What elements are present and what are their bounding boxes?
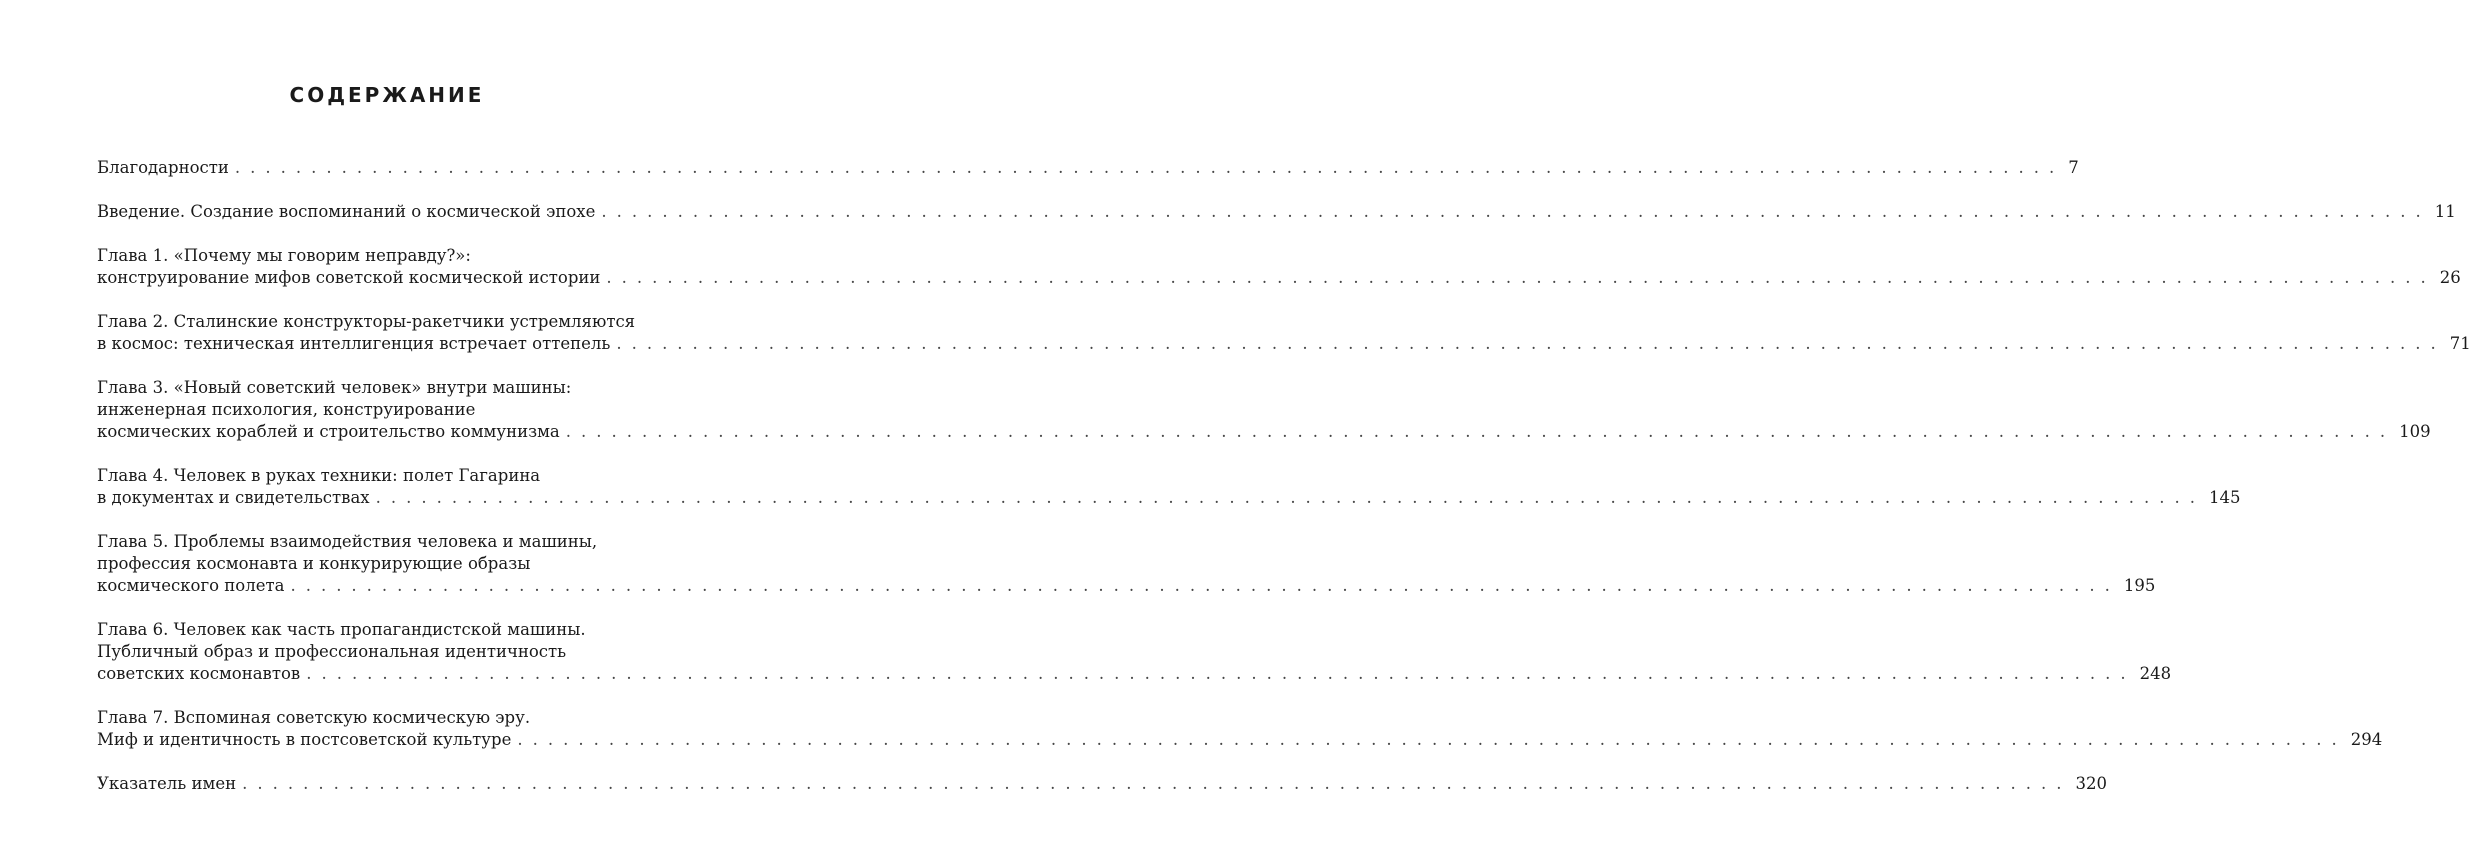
toc-entry-title-line: профессия космонавта и конкурирующие образы <box>97 554 531 573</box>
toc-entry-title-line: космических кораблей и строительство коммунизма <box>97 422 560 441</box>
toc-entry[interactable] <box>97 531 2156 597</box>
toc-entry[interactable] <box>97 619 2172 685</box>
toc-entry-title-line: Глава 4. Человек в руках техники: полет Гагарина <box>97 466 541 485</box>
toc-entry-title-line: Глава 5. Проблемы взаимодействия человека и машины, <box>97 532 598 551</box>
toc-entry[interactable] <box>97 311 2471 355</box>
toc-entry-last-row <box>97 663 2172 685</box>
toc-entry-title-line: конструирование мифов советской космической истории <box>97 268 601 287</box>
toc-page-number: 195 <box>2123 576 2156 595</box>
toc-entry-title-line: Глава 1. «Почему мы говорим неправду?»: <box>97 246 471 265</box>
toc-list <box>97 157 2471 795</box>
toc-entry-last-row <box>97 157 2079 179</box>
toc-entry-last-row <box>97 333 2471 355</box>
toc-entry-title-line: космического полета <box>97 576 285 595</box>
toc-entry[interactable] <box>97 465 2241 509</box>
toc-page-number: 145 <box>2209 488 2241 507</box>
toc-entry-last-row <box>97 773 2107 795</box>
dot-leader: ........................................................................................................................ <box>242 774 2072 793</box>
toc-entry-last-row <box>97 421 2431 443</box>
toc-entry-last-row <box>97 267 2461 289</box>
toc-entry-title-line: советских космонавтов <box>97 664 301 683</box>
dot-leader: ........................................................................................................................ <box>375 488 2206 507</box>
toc-page-number: 294 <box>2350 730 2383 749</box>
dot-leader: ........................................................................................................................ <box>290 576 2120 595</box>
toc-entry-title-line: Глава 6. Человек как часть пропагандистской машины. <box>97 620 586 639</box>
toc-entry-title-line: Глава 2. Сталинские конструкторы-ракетчики устремляются <box>97 312 636 331</box>
toc-entry[interactable] <box>97 707 2383 751</box>
toc-entry[interactable] <box>97 245 2461 289</box>
dot-leader: ........................................................................................................................ <box>616 334 2446 353</box>
toc-entry[interactable] <box>97 377 2431 443</box>
toc-page-number: 26 <box>2439 268 2461 287</box>
toc-entry-title-line: Публичный образ и профессиональная идентичность <box>97 642 567 661</box>
toc-page-number: 320 <box>2075 774 2107 793</box>
toc-entry-title-line: Глава 7. Вспоминая советскую космическую эру. <box>97 708 531 727</box>
dot-leader: ........................................................................................................................ <box>565 422 2396 441</box>
toc-page-number: 7 <box>2068 158 2079 177</box>
toc-entry-title-line: Введение. Создание воспоминаний о космической эпохе <box>97 202 596 221</box>
toc-entry-title-line: в документах и свидетельствах <box>97 488 370 507</box>
dot-leader: ........................................................................................................................ <box>306 664 2136 683</box>
toc-entry[interactable] <box>97 157 2079 179</box>
toc-entry-title-line: инженерная психология, конструирование <box>97 400 476 419</box>
dot-leader: ........................................................................................................................ <box>517 730 2347 749</box>
toc-page-number: 248 <box>2139 664 2172 683</box>
toc-entry-title-line: Миф и идентичность в постсоветской культуре <box>97 730 512 749</box>
toc-title: СОДЕРЖАНИЕ <box>289 83 485 107</box>
toc-entry-title-line: Благодарности <box>97 158 229 177</box>
toc-entry-title-line: Указатель имен <box>97 774 237 793</box>
dot-leader: ........................................................................................................................ <box>606 268 2436 287</box>
toc-entry-title-line: в космос: техническая интеллигенция встречает оттепель <box>97 334 611 353</box>
dot-leader: ........................................................................................................................ <box>234 158 2065 177</box>
toc-entry-last-row <box>97 487 2241 509</box>
toc-page-number: 109 <box>2399 422 2431 441</box>
toc-entry-title-line: Глава 3. «Новый советский человек» внутри машины: <box>97 378 572 397</box>
toc-entry-last-row <box>97 729 2383 751</box>
dot-leader: ........................................................................................................................ <box>601 202 2431 221</box>
toc-entry[interactable] <box>97 773 2107 795</box>
toc-page-number: 11 <box>2434 202 2456 221</box>
toc-entry-last-row <box>97 201 2456 223</box>
toc-page-number: 71 <box>2449 334 2471 353</box>
toc-entry[interactable] <box>97 201 2456 223</box>
toc-entry-last-row <box>97 575 2156 597</box>
